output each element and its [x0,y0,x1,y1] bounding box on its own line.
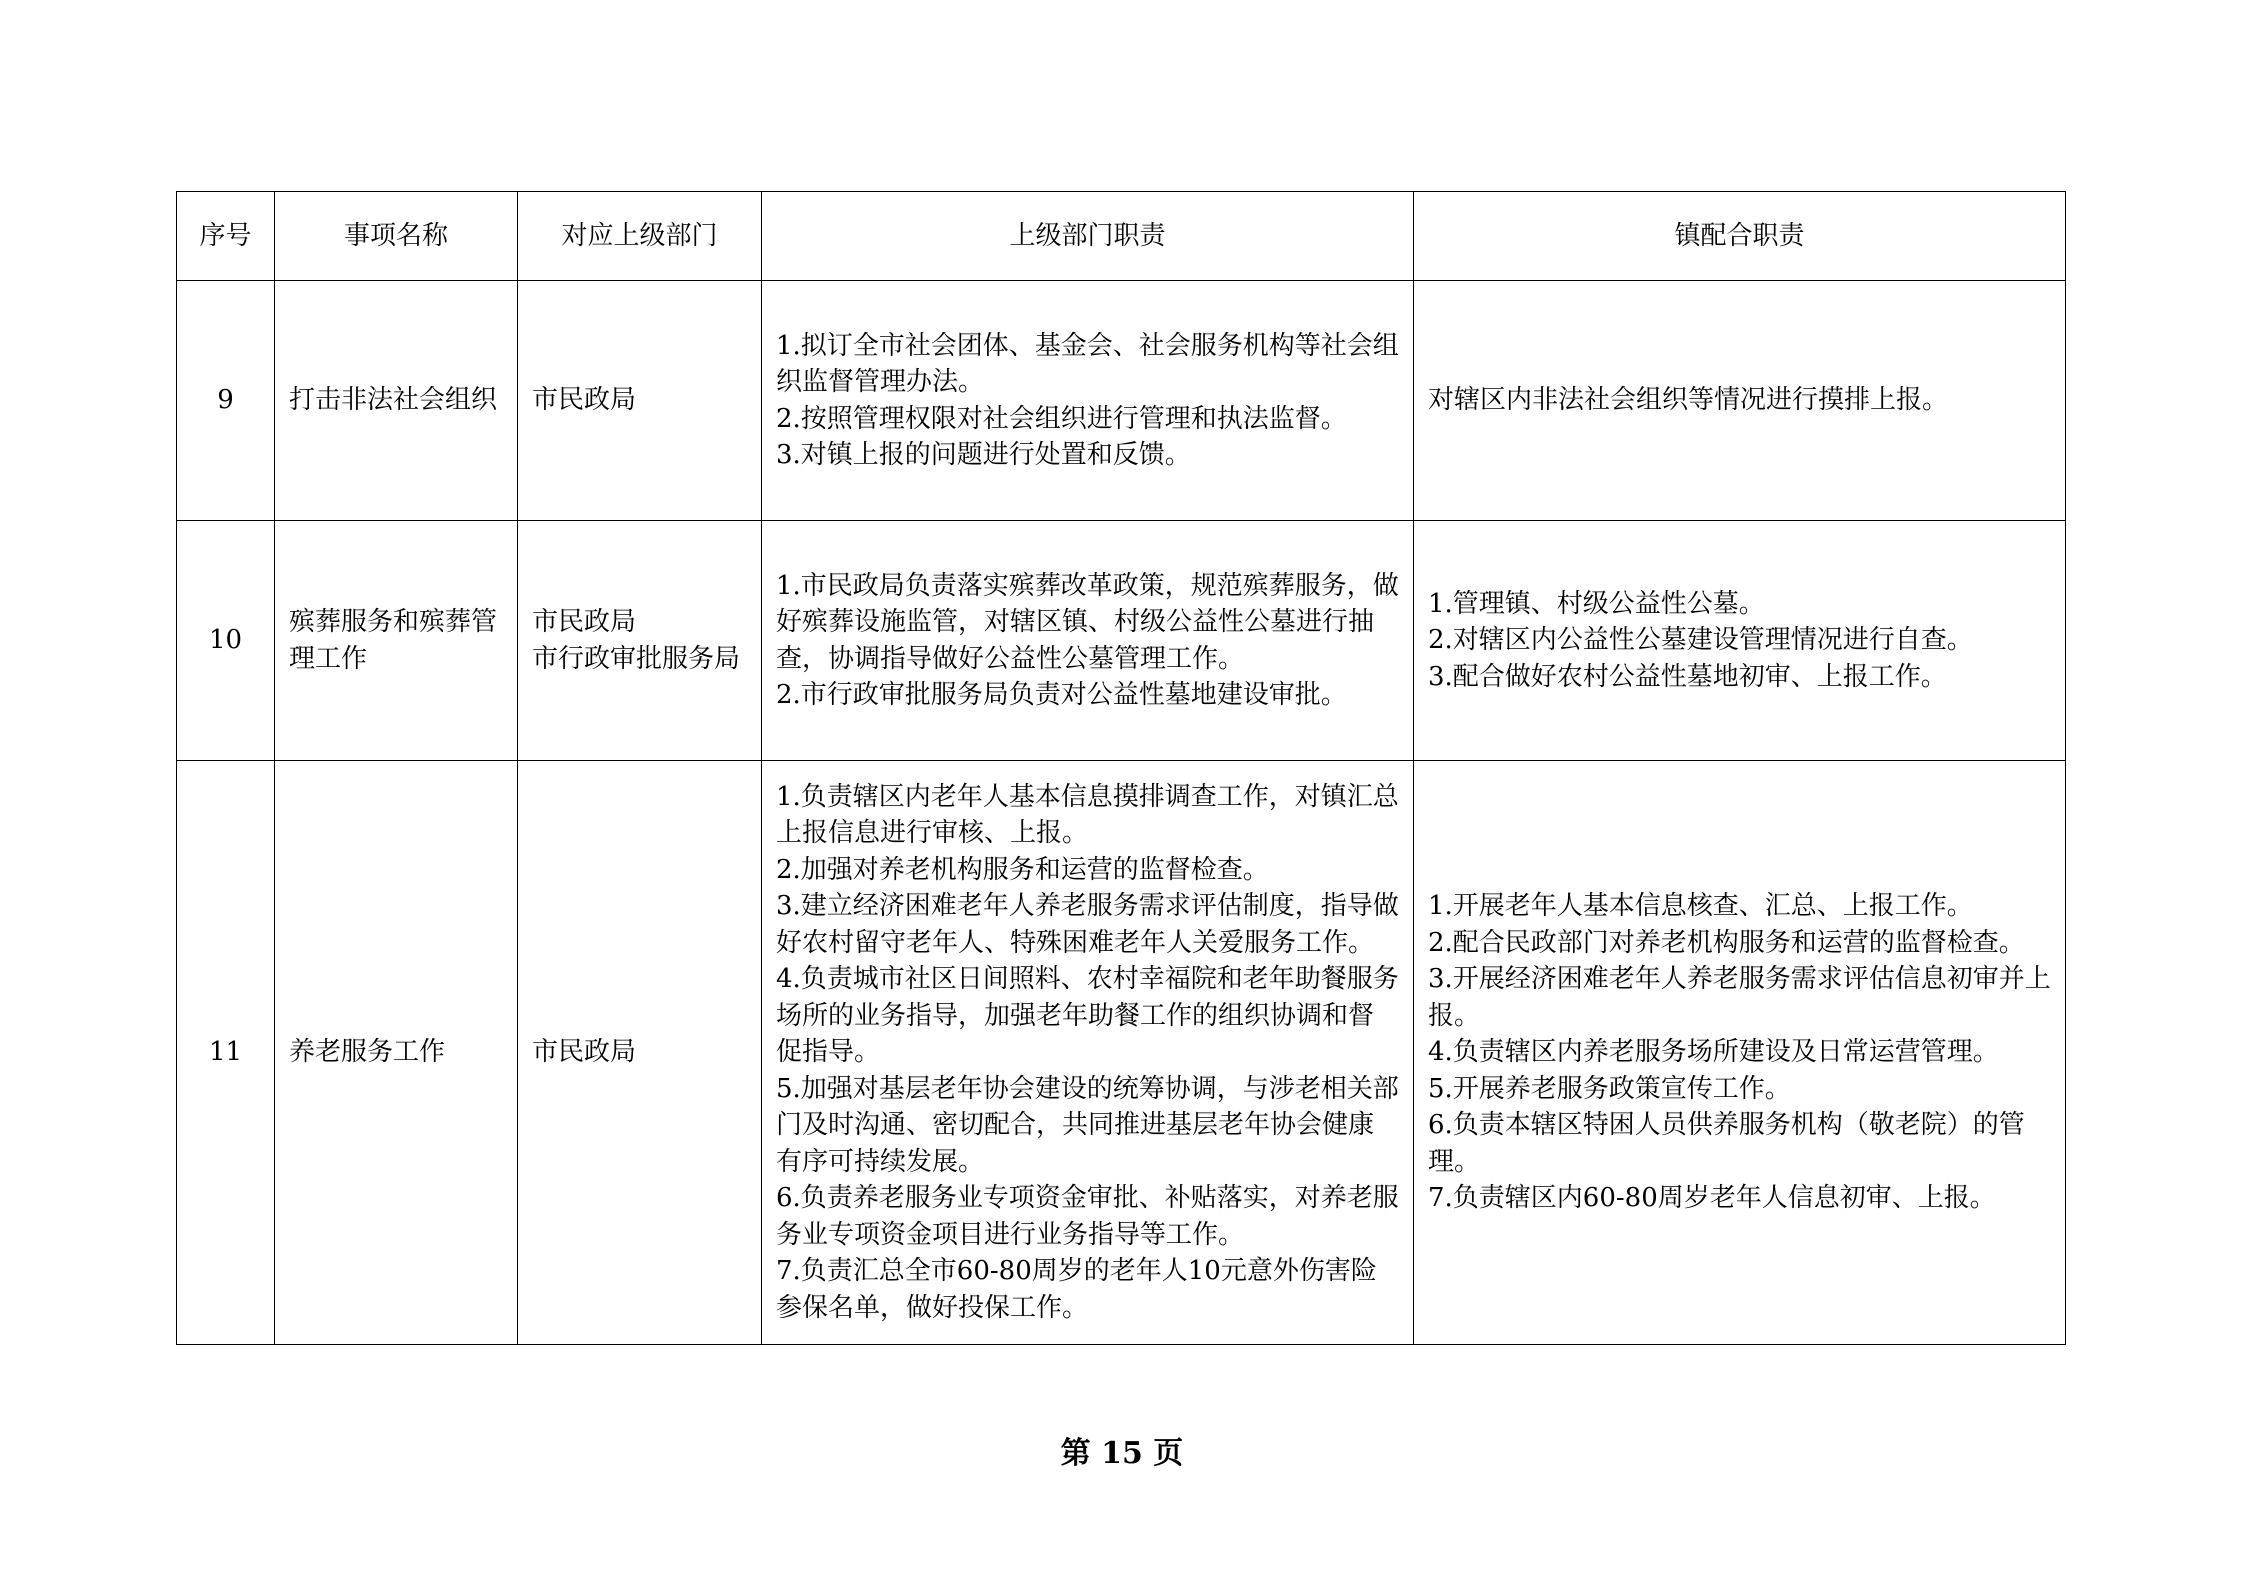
header-town: 镇配合职责 [1414,192,2066,281]
duty-line: 2.按照管理权限对社会组织进行管理和执法监督。 [776,403,1347,434]
town-line: 3.开展经济困难老年人养老服务需求评估信息初审并上报。 [1428,964,2051,1031]
duty-line: 6.负责养老服务业专项资金审批、补贴落实，对养老服务业专项资金项目进行业务指导等工作。 [776,1183,1399,1250]
row-duty [762,281,1414,521]
row-duty [762,521,1414,761]
header-name: 事项名称 [275,192,518,281]
town-line: 2.配合民政部门对养老机构服务和运营的监督检查。 [1428,927,2025,958]
town-line: 1.管理镇、村级公益性公墓。 [1428,588,1765,619]
row-name: 殡葬服务和殡葬管理工作 [275,521,518,761]
row-dept [518,761,762,1345]
duty-line: 4.负责城市社区日间照料、农村幸福院和老年助餐服务场所的业务指导，加强老年助餐工作的组织协调和督促指导。 [776,964,1399,1068]
row-no: 11 [177,761,275,1345]
table-row [177,761,2066,1345]
dept-line: 市行政审批服务局 [532,643,741,674]
duty-line: 3.对镇上报的问题进行处置和反馈。 [776,440,1191,470]
town-line: 3.配合做好农村公益性墓地初审、上报工作。 [1428,661,1947,692]
town-line: 5.开展养老服务政策宣传工作。 [1428,1073,1791,1104]
town-line: 1.开展老年人基本信息核查、汇总、上报工作。 [1428,891,1973,922]
duty-line: 7.负责汇总全市60-80周岁的老年人10元意外伤害险参保名单，做好投保工作。 [776,1256,1377,1323]
page-number: 第 15 页 [1060,1436,1184,1471]
row-duty [762,761,1414,1345]
header-no: 序号 [177,192,275,281]
row-no: 9 [177,281,275,521]
town-line: 7.负责辖区内60-80周岁老年人信息初审、上报。 [1428,1183,1996,1214]
row-town [1414,761,2066,1345]
duty-line: 1.市民政局负责落实殡葬改革政策，规范殡葬服务，做好殡葬设施监管，对辖区镇、村级公益性公墓进行抽查，协调指导做好公益性公墓管理工作。 [776,570,1399,674]
table-row [177,281,2066,521]
header-dept: 对应上级部门 [518,192,762,281]
table-row [177,521,2066,761]
row-dept [518,281,762,521]
header-duty: 上级部门职责 [762,192,1414,281]
duty-line: 1.负责辖区内老年人基本信息摸排调查工作，对镇汇总上报信息进行审核、上报。 [776,781,1399,849]
duty-line: 5.加强对基层老年协会建设的统筹协调，与涉老相关部门及时沟通、密切配合，共同推进基层老年协会健康有序可持续发展。 [776,1073,1399,1177]
table-header-row [177,192,2066,281]
town-line: 2.对辖区内公益性公墓建设管理情况进行自查。 [1428,625,1973,656]
row-name: 打击非法社会组织 [275,281,518,521]
town-line: 6.负责本辖区特困人员供养服务机构（敬老院）的管理。 [1428,1110,2025,1177]
duty-line: 1.拟订全市社会团体、基金会、社会服务机构等社会组织监督管理办法。 [776,330,1399,397]
town-line: 4.负责辖区内养老服务场所建设及日常运营管理。 [1428,1037,1999,1068]
dept-line: 市民政局 [532,1037,637,1068]
town-line: 对辖区内非法社会组织等情况进行摸排上报。 [1428,385,1949,416]
dept-line: 市民政局 [532,385,637,416]
row-dept [518,521,762,761]
row-town [1414,281,2066,521]
row-name: 养老服务工作 [275,761,518,1345]
dept-line: 市民政局 [532,607,637,637]
duty-line: 3.建立经济困难老年人养老服务需求评估制度，指导做好农村留守老年人、特殊困难老年人关爱服务工作。 [776,891,1399,958]
row-no: 10 [177,521,275,761]
row-town [1414,521,2066,761]
duty-line: 2.市行政审批服务局负责对公益性墓地建设审批。 [776,680,1347,710]
duty-line: 2.加强对养老机构服务和运营的监督检查。 [776,854,1269,885]
duty-table [176,191,2066,1345]
